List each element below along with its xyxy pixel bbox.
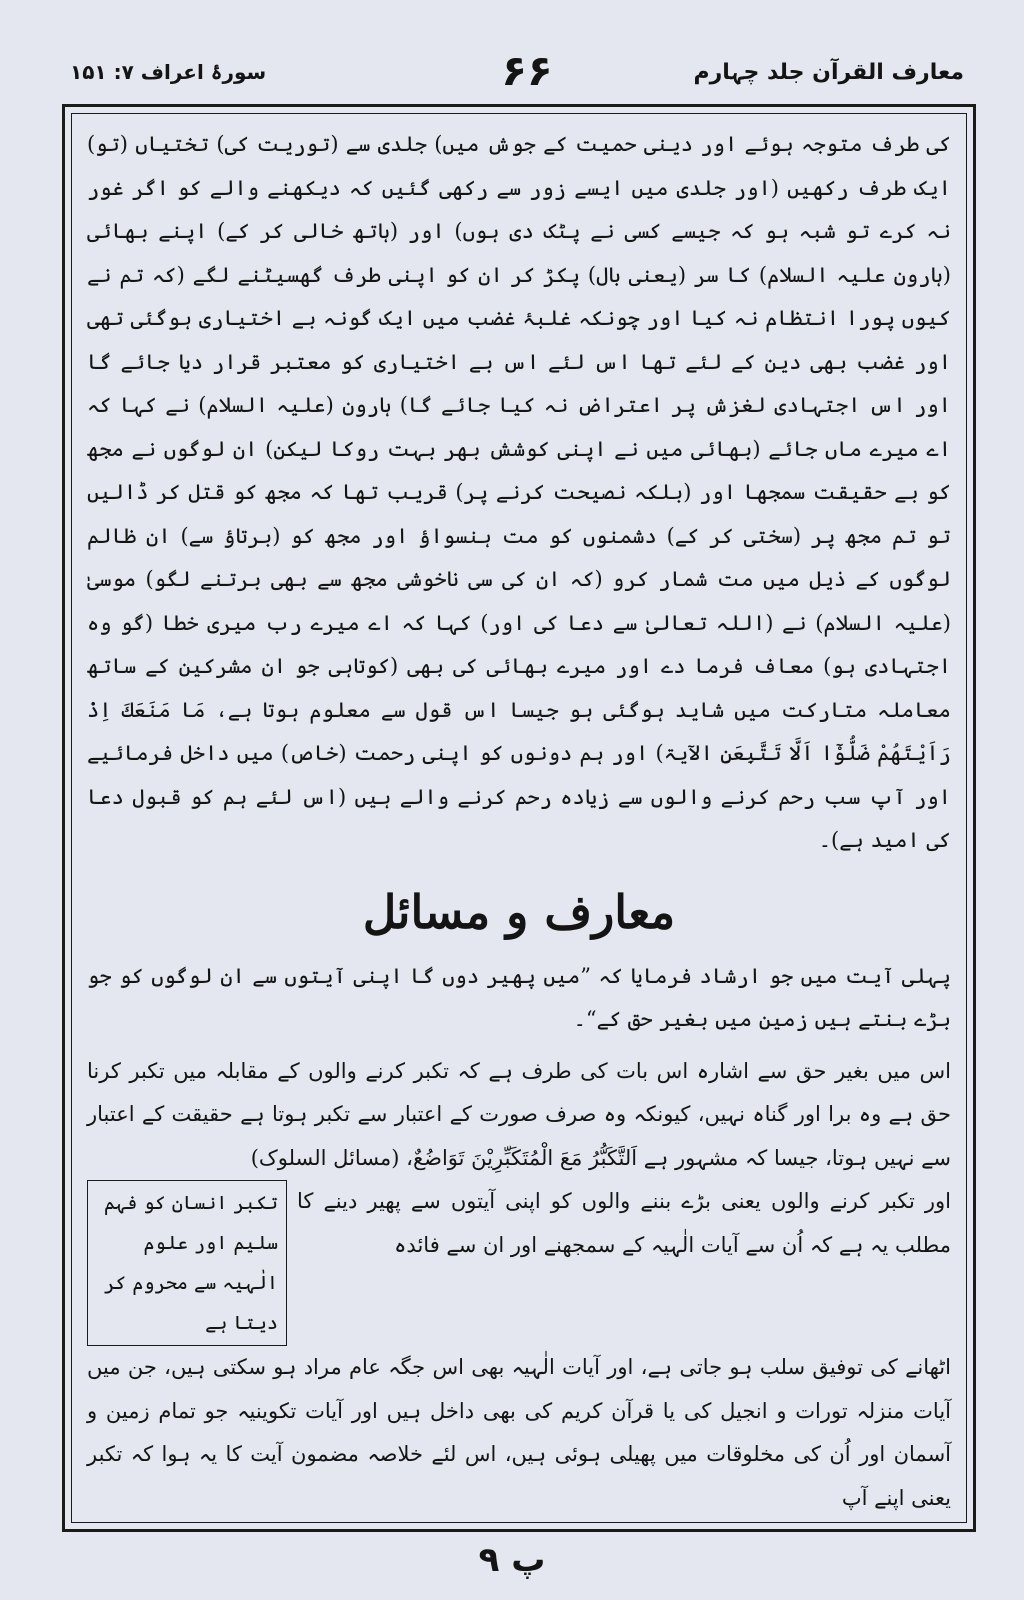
sidenote-row bbox=[87, 1180, 951, 1346]
book-title: معارف القرآن جلد چہارم bbox=[693, 60, 964, 85]
section-heading: معارف و مسائل bbox=[362, 884, 676, 939]
commentary-paragraph: کی طرف متوجہ ہوئے اور دینی حمیت کے جوش میں) جلدی سے (توریت کی) تختیاں (تو) ایک طرف رکھیں (اور جلدی میں ایسے زور سے رکھی گئیں کہ دیکھنے والے کو اگر غور نہ کرے تو شبہ ہو کہ جیسے کسی نے پٹک دی ہوں) اور (ہاتھ خالی کر کے) اپنے بھائی (ہارون علیہ السلام) کا سر (یعنی بال) پکڑ کر ان کو اپنی طرف گھسیٹنے لگے (کہ تم نے کیوں پورا انتظام نہ کیا اور چونکہ غلبۂ غضب میں ایک گونہ بے اختیاری ہوگئی تھی اور غضب بھی دین کے لئے تھا اس لئے اس بے اختیاری کو معتبر قرار دیا جائے گا اور اس اجتہادی لغزش پر اعتراض نہ کیا جائے گا) ہارون (علیہ السلام) نے کہا کہ اے میرے ماں جائے (بھائی میں نے اپنی کوشش بھر بہت روکا لیکن) ان لوگوں نے مجھ کو بے حقیقت سمجھا اور (بلکہ نصیحت کرنے پر) قریب تھا کہ مجھ کو قتل کر ڈالیں تو تم مجھ پر (سختی کر کے) دشمنوں کو مت ہنسواؤ اور مجھ کو (برتاؤ سے) ان ظالم لوگوں کے ذیل میں مت شمار کرو (کہ ان کی سی ناخوشی مجھ سے بھی برتنے لگو) موسیٰ (علیہ السلام) نے (اللہ تعالیٰ سے دعا کی اور) کہا کہ اے میرے رب میری خطا (گو وہ اجتہادی ہو) معاف فرما دے اور میرے بھائی کی بھی (کوتاہی جو ان مشرکین کے ساتھ معاملہ متارکت میں شاید ہوگئی ہو جیسا اس قول سے معلوم ہوتا ہے، مَا مَنَعَكَ اِذْ رَاَیْتَهُمْ ضَلُّوْٓا اَلَّا تَتَّبِعَنِ الآیۃ) اور ہم دونوں کو اپنی رحمت (خاص) میں داخل فرمائیے اور آپ سب رحم کرنے والوں سے زیادہ رحم کرنے والے ہیں (اس لئے ہم کو قبول دعا کی امید ہے)۔ bbox=[87, 132, 951, 852]
sidenote-adjacent-text: اور تکبر کرنے والوں یعنی بڑے بننے والوں کو اپنی آیتوں سے پھیر دینے کا مطلب یہ ہے کہ اُن سے آیات الٰہیہ کے سمجھنے اور ان سے فائدہ bbox=[297, 1189, 951, 1257]
marginal-heading-box: تکبر انسان کو فہم سلیم اور علوم الٰہیہ سے محروم کر دیتا ہے bbox=[87, 1180, 287, 1346]
ma-arif-paragraph-1: پہلی آیت میں جو ارشاد فرمایا کہ ”میں پھیر دوں گا اپنی آیتوں سے ان لوگوں کو جو بڑے بنتے ہیں زمین میں بغیر حق کے“۔ bbox=[87, 963, 951, 1031]
text-frame bbox=[62, 104, 976, 1532]
ma-arif-paragraph-2: اس میں بغیر حق سے اشارہ اس بات کی طرف ہے کہ تکبر کرنے والوں کے مقابلہ میں تکبر کرنا حق ہے وہ برا اور گناہ نہیں، کیونکہ وہ صرف صورت کے اعتبار سے تکبر ہوتا ہے حقیقت کے اعتبار سے نہیں ہوتا، جیسا کہ مشہور ہے اَلتَّکَبُّرُ مَعَ الْمُتَکَبِّرِیْنَ تَوَاضُعٌ، (مسائل السلوک) bbox=[87, 1058, 951, 1170]
page-content bbox=[87, 123, 951, 1520]
page-number: ۶۶ bbox=[501, 46, 553, 95]
ma-arif-paragraph-3: اٹھانے کی توفیق سلب ہو جاتی ہے، اور آیات الٰہیہ بھی اس جگہ عام مراد ہو سکتی ہیں، جن میں آیات منزلہ تورات و انجیل کی یا قرآن کریم کی بھی داخل ہیں اور آیات تکوینیہ جو تمام زمین و آسمان اور اُن کی مخلوقات میں پھیلی ہوئی ہیں، اس لئے خلاصہ مضمون آیت کا یہ ہوا کہ تکبر یعنی اپنے آپ bbox=[87, 1355, 951, 1510]
surah-reference: سورۂ اعراف ۷: ۱۵۱ bbox=[70, 60, 267, 84]
juz-marker: پ ۹ bbox=[478, 1540, 546, 1580]
page-header bbox=[70, 46, 984, 96]
